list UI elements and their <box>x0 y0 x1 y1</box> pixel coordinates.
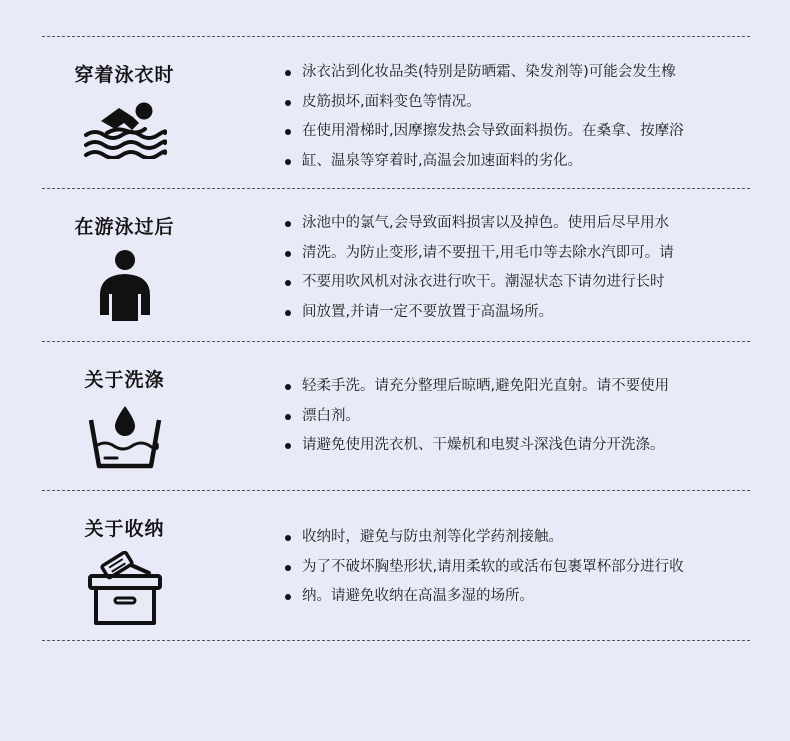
list-item: 缸、温泉等穿着时,高温会加速面料的劣化。 <box>285 147 684 177</box>
list-item: 请避免使用洗衣机、干燥机和电熨斗深浅色请分开洗涤。 <box>285 431 669 461</box>
section-after-swimming <box>42 189 750 341</box>
section-header <box>42 63 207 159</box>
list-item: 漂白剂。 <box>285 402 669 432</box>
section-storage <box>42 491 750 640</box>
section-swimwear-wearing <box>42 37 750 188</box>
bullet-list <box>285 372 669 461</box>
divider-bottom <box>42 640 750 641</box>
list-item: 轻柔手洗。请充分整理后晾晒,避免阳光直射。请不要使用 <box>285 372 669 402</box>
list-item: 为了不破坏胸垫形状,请用柔软的或活布包裹罩杯部分进行收 <box>285 553 684 583</box>
bullet-list <box>285 209 674 327</box>
list-item: 纳。请避免收纳在高温多湿的场所。 <box>285 582 684 612</box>
list-item: 泳衣沾到化妆品类(特别是防晒霜、染发剂等)可能会发生橡 <box>285 58 684 88</box>
section-title: 在游泳过后 <box>74 216 175 238</box>
section-washing <box>42 342 750 490</box>
list-item: 在使用滑梯时,因摩擦发热会导致面料损伤。在桑拿、按摩浴 <box>285 117 684 147</box>
section-title: 关于洗涤 <box>84 369 165 391</box>
section-header <box>42 368 207 470</box>
section-header <box>42 517 207 627</box>
swimmer-icon <box>83 97 167 159</box>
bullet-list <box>285 523 684 612</box>
list-item: 清洗。为防止变形,请不要扭干,用毛巾等去除水汽即可。请 <box>285 239 674 269</box>
storage-box-icon <box>87 551 163 627</box>
section-title: 穿着泳衣时 <box>74 64 175 86</box>
list-item: 泳池中的氯气,会导致面料损害以及掉色。使用后尽早用水 <box>285 209 674 239</box>
bullet-list <box>285 58 684 176</box>
list-item: 不要用吹风机对泳衣进行吹干。潮湿状态下请勿进行长时 <box>285 268 674 298</box>
hand-wash-basin-icon <box>87 402 163 470</box>
person-icon <box>94 249 156 321</box>
list-item: 皮筋损坏,面料变色等情况。 <box>285 88 684 118</box>
list-item: 间放置,并请一定不要放置于高温场所。 <box>285 298 674 328</box>
section-header <box>42 215 207 321</box>
list-item: 收纳时，避免与防虫剂等化学药剂接触。 <box>285 523 684 553</box>
section-title: 关于收纳 <box>84 518 165 540</box>
